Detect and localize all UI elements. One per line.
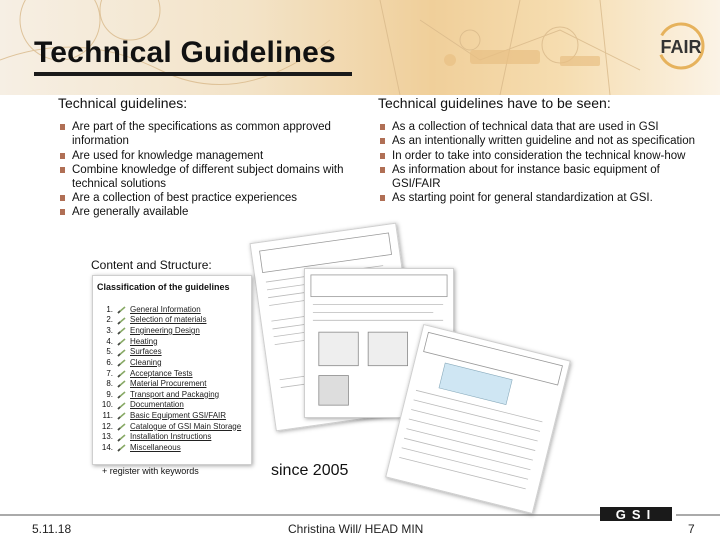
item-number: 5. (106, 347, 113, 357)
item-number: 11. (102, 411, 113, 421)
list-item (93, 379, 251, 390)
page-title: Technical Guidelines (34, 36, 336, 69)
list-item: Are part of the specifications as common approved information (58, 120, 358, 148)
item-label[interactable]: Surfaces (130, 347, 162, 357)
list-item: Combine knowledge of different subject domains with technical solutions (58, 163, 358, 191)
list-item (93, 315, 251, 326)
bullet-icon (380, 138, 385, 144)
bullet-icon (60, 124, 65, 130)
bullet-icon (60, 167, 65, 173)
list-item (93, 326, 251, 337)
pencil-icon (117, 317, 127, 325)
list-item: In order to take into consideration the technical know-how (378, 149, 708, 163)
fair-logo (650, 20, 712, 72)
bullet-icon (60, 209, 65, 215)
list-item: As information about for instance basic equipment of GSI/FAIR (378, 163, 708, 191)
list-item: Are a collection of best practice experiences (58, 191, 358, 205)
classification-list (93, 305, 251, 454)
item-label[interactable]: Installation Instructions (130, 432, 212, 442)
list-item: As an intentionally written guideline and not as specification (378, 134, 708, 148)
pencil-icon (117, 444, 127, 452)
list-item (93, 337, 251, 348)
list-item: As a collection of technical data that are used in GSI (378, 120, 708, 134)
bullet-icon (60, 195, 65, 201)
bullet-icon (380, 167, 385, 173)
list-item (93, 411, 251, 422)
right-column (378, 96, 708, 205)
item-label[interactable]: Engineering Design (130, 325, 200, 335)
pencil-icon (117, 359, 127, 367)
item-label[interactable]: Cleaning (130, 357, 162, 367)
item-label[interactable]: Basic Equipment GSI/FAIR (130, 411, 227, 421)
pencil-icon (117, 434, 127, 442)
item-label[interactable]: Transport and Packaging (130, 389, 220, 399)
pencil-icon (117, 338, 127, 346)
list-item: As starting point for general standardization at GSI. (378, 191, 708, 205)
gsi-logo (600, 505, 672, 523)
since-label: since 2005 (271, 462, 349, 479)
left-bullet-list (58, 120, 358, 219)
pencil-icon (117, 306, 127, 314)
item-number: 7. (106, 368, 113, 378)
list-item: Are used for knowledge management (58, 149, 358, 163)
item-label[interactable]: Catalogue of GSI Main Storage (130, 421, 242, 431)
item-number: 2. (106, 315, 113, 325)
list-item (93, 443, 251, 454)
footer-author: Christina Will/ HEAD MIN (288, 522, 424, 536)
bullet-icon (380, 124, 385, 130)
bullet-icon (380, 153, 385, 159)
classification-title: Classification of the guidelines (97, 282, 230, 292)
list-item (93, 400, 251, 411)
content-structure-heading: Content and Structure: (91, 258, 212, 272)
pencil-icon (117, 380, 127, 388)
list-item (93, 305, 251, 316)
pencil-icon (117, 327, 127, 335)
right-bullet-list (378, 120, 708, 205)
svg-text:GSI: GSI (615, 507, 657, 522)
item-number: 6. (106, 357, 113, 367)
item-number: 3. (106, 325, 113, 335)
item-label[interactable]: Material Procurement (130, 379, 207, 389)
header-banner (0, 0, 720, 95)
list-item (93, 369, 251, 380)
list-item (93, 347, 251, 358)
svg-text:FAIR: FAIR (660, 37, 702, 57)
left-column-heading: Technical guidelines: (58, 95, 188, 111)
list-item: Are generally available (58, 205, 358, 219)
list-item (93, 422, 251, 433)
register-note: + register with keywords (102, 466, 199, 476)
pencil-icon (117, 423, 127, 431)
item-label[interactable]: Heating (130, 336, 158, 346)
list-item (93, 432, 251, 443)
item-label[interactable]: Selection of materials (130, 315, 207, 325)
item-number: 1. (106, 304, 113, 314)
item-label[interactable]: Acceptance Tests (130, 368, 193, 378)
pencil-icon (117, 349, 127, 357)
item-label[interactable]: Documentation (130, 400, 184, 410)
page-number: 7 (688, 522, 695, 536)
item-number: 4. (106, 336, 113, 346)
pencil-icon (117, 412, 127, 420)
item-number: 10. (101, 400, 113, 410)
item-number: 14. (101, 442, 113, 452)
pencil-icon (117, 370, 127, 378)
item-number: 12. (101, 421, 113, 431)
pencil-icon (117, 391, 127, 399)
bullet-icon (380, 195, 385, 201)
list-item (93, 358, 251, 369)
left-column (58, 96, 358, 220)
item-number: 8. (106, 379, 113, 389)
right-column-heading: Technical guidelines have to be seen: (378, 95, 611, 111)
classification-panel (92, 275, 252, 465)
footer-date: 5.11.18 (32, 522, 72, 536)
bullet-icon (60, 153, 65, 159)
item-label[interactable]: Miscellaneous (130, 442, 181, 452)
list-item (93, 390, 251, 401)
item-number: 9. (106, 389, 113, 399)
item-label[interactable]: General Information (130, 304, 201, 314)
item-number: 13. (101, 432, 113, 442)
title-underline (34, 72, 352, 76)
pencil-icon (117, 402, 127, 410)
